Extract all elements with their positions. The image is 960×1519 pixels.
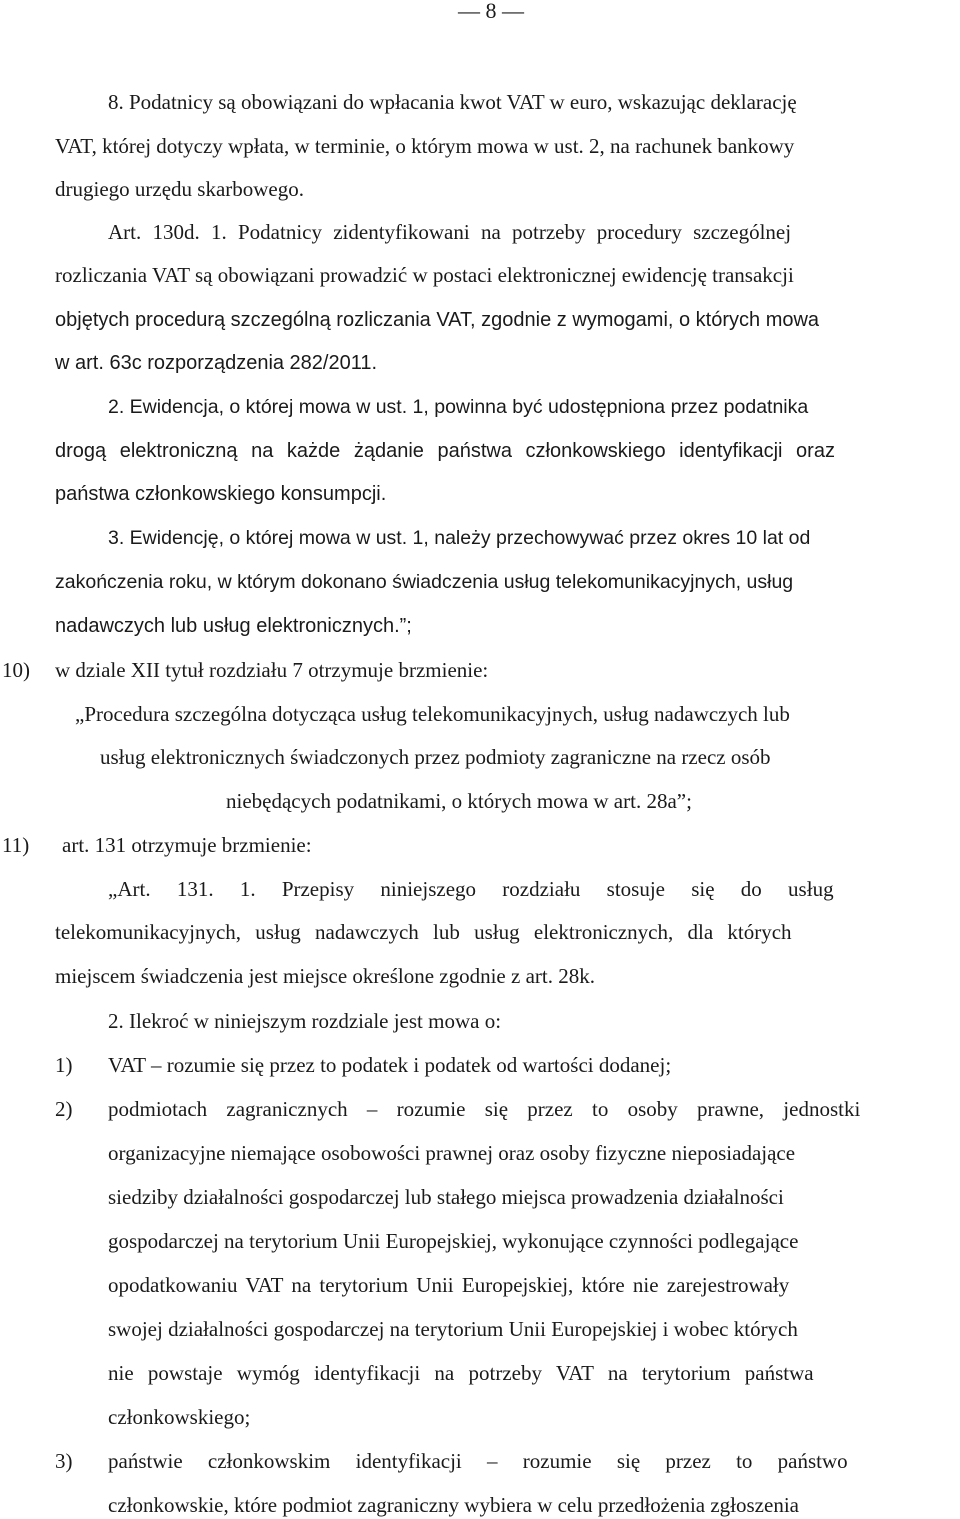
art-130d-line-4: w art. 63c rozporządzenia 282/2011.: [55, 352, 378, 374]
chapter-heading-line-1: „Procedura szczególna dotycząca usług telekomunikacyjnych, usług nadawczych lub: [75, 702, 790, 726]
definition-3-line-1: państwie członkowskim identyfikacji – rozumie się przez to państwo: [108, 1449, 848, 1473]
section-8-line-3: drugiego urzędu skarbowego.: [55, 177, 305, 201]
art-130d-p3-line-1: 3. Ewidencję, o której mowa w ust. 1, należy przechowywać przez okres 10 lat od: [108, 527, 811, 549]
item-10-number: 10): [2, 658, 30, 682]
art-131-line-1: „Art. 131. 1. Przepisy niniejszego rozdziału stosuje się do usług: [108, 877, 834, 901]
item-11-text: art. 131 otrzymuje brzmienie:: [62, 833, 312, 857]
art-130d-line-1: Art. 130d. 1. Podatnicy zidentyfikowani na potrzeby procedury szczególnej: [108, 220, 792, 244]
art-131-p2: 2. Ilekroć w niniejszym rozdziale jest mowa o:: [108, 1009, 502, 1033]
item-11-number: 11): [2, 833, 30, 857]
definition-2-line-5: opodatkowaniu VAT na terytorium Unii Europejskiej, które nie zarejestrowały: [108, 1273, 790, 1297]
page-number: — 8 —: [458, 0, 524, 23]
definition-1-line-1: VAT – rozumie się przez to podatek i podatek od wartości dodanej;: [108, 1053, 672, 1077]
art-131-line-3: miejscem świadczenia jest miejsce określone zgodnie z art. 28k.: [55, 964, 595, 988]
art-130d-p2-line-3: państwa członkowskiego konsumpcji.: [55, 483, 387, 505]
art-130d-p2-line-2: drogą elektroniczną na każde żądanie państwa członkowskiego identyfikacji oraz: [55, 440, 835, 462]
chapter-heading-line-2: usług elektronicznych świadczonych przez podmioty zagraniczne na rzecz osób: [100, 745, 771, 769]
art-130d-p3-line-2: zakończenia roku, w którym dokonano świadczenia usług telekomunikacyjnych, usług: [55, 571, 794, 593]
chapter-heading-line-3: niebędących podatnikami, o których mowa w art. 28a”;: [226, 789, 692, 813]
section-8-line-2: VAT, której dotyczy wpłata, w terminie, o którym mowa w ust. 2, na rachunek bankowy: [55, 134, 795, 158]
definition-2-line-6: swojej działalności gospodarczej na terytorium Unii Europejskiej i wobec których: [108, 1317, 798, 1341]
definition-2-line-8: członkowskiego;: [108, 1405, 251, 1429]
definition-2-line-2: organizacyjne niemające osobowości prawnej oraz osoby fizyczne nieposiadające: [108, 1141, 796, 1165]
definition-3-line-2: członkowskie, które podmiot zagraniczny wybiera w celu przedłożenia zgłoszenia: [108, 1493, 799, 1517]
art-130d-line-2: rozliczania VAT są obowiązani prowadzić w postaci elektronicznej ewidencję transakcji: [55, 263, 794, 287]
definition-2-line-7: nie powstaje wymóg identyfikacji na potrzeby VAT na terytorium państwa: [108, 1361, 814, 1385]
definition-1-number: 1): [55, 1053, 73, 1077]
art-131-line-2: telekomunikacyjnych, usług nadawczych lub usług elektronicznych, dla których: [55, 920, 792, 944]
section-8-line-1: [108, 88, 958, 116]
section-8-text-1: 8. Podatnicy są obowiązani do wpłacania kwot VAT w euro, wskazując deklarację: [108, 90, 797, 114]
definition-2-line-4: gospodarczej na terytorium Unii Europejskiej, wykonujące czynności podlegające: [108, 1229, 799, 1253]
definition-2-number: 2): [55, 1097, 73, 1121]
definition-3-number: 3): [55, 1449, 73, 1473]
item-10-text: w dziale XII tytuł rozdziału 7 otrzymuje brzmienie:: [55, 658, 489, 682]
definition-2-line-3: siedziby działalności gospodarczej lub stałego miejsca prowadzenia działalności: [108, 1185, 784, 1209]
art-130d-p3-line-3: nadawczych lub usług elektronicznych.”;: [55, 615, 412, 637]
art-130d-line-3: objętych procedurą szczególną rozliczania VAT, zgodnie z wymogami, o których mowa: [55, 309, 820, 331]
definition-2-line-1: podmiotach zagranicznych – rozumie się przez to osoby prawne, jednostki: [108, 1097, 861, 1121]
art-130d-p2-line-1: 2. Ewidencja, o której mowa w ust. 1, powinna być udostępniona przez podatnika: [108, 396, 809, 418]
